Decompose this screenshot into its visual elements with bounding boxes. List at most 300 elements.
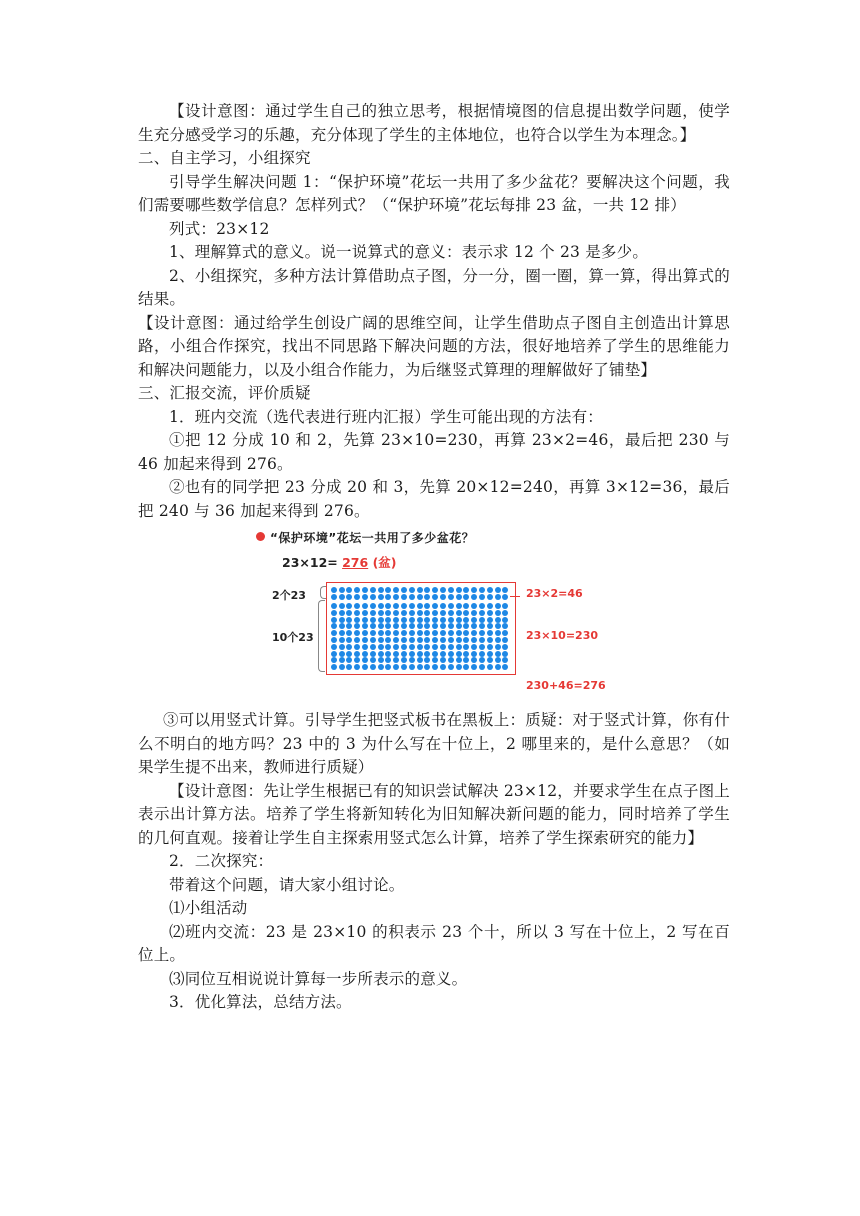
dot <box>392 637 400 644</box>
paragraph-discussion: 带着这个问题，请大家小组讨论。 <box>169 875 405 894</box>
dot <box>361 623 369 630</box>
dot <box>416 609 424 616</box>
dot <box>416 664 424 671</box>
paragraph-second-explore: 2．二次探究： <box>169 852 274 870</box>
dot-row <box>330 664 510 671</box>
dot-row <box>330 609 510 616</box>
dot <box>392 609 400 616</box>
dot <box>408 609 416 616</box>
dot <box>369 616 377 623</box>
dot <box>424 657 432 664</box>
dot <box>338 664 346 671</box>
dot <box>478 594 486 601</box>
dot <box>346 594 354 601</box>
dot <box>346 623 354 630</box>
dot <box>330 643 338 650</box>
dot <box>416 650 424 657</box>
paragraph-exchange: 1．班内交流（选代表进行班内汇报）学生可能出现的方法有： <box>169 407 603 426</box>
dot <box>478 643 486 650</box>
dot <box>400 609 408 616</box>
dot <box>502 664 510 671</box>
dot <box>463 664 471 671</box>
dot <box>431 630 439 637</box>
dot-row <box>330 623 510 630</box>
dot <box>470 603 478 610</box>
dot <box>400 587 408 594</box>
dot <box>361 664 369 671</box>
dot <box>455 587 463 594</box>
dot <box>463 616 471 623</box>
dot <box>494 630 502 637</box>
dot-row <box>330 657 510 664</box>
dot <box>400 630 408 637</box>
paragraph-peer-talk: ⑶同位互相说说计算每一步所表示的意义。 <box>169 969 468 988</box>
dot <box>392 616 400 623</box>
dot <box>447 594 455 601</box>
dot <box>463 587 471 594</box>
dot-row <box>330 643 510 650</box>
dot <box>338 587 346 594</box>
dot <box>447 650 455 657</box>
dot <box>330 623 338 630</box>
dot <box>416 657 424 664</box>
dot <box>346 637 354 644</box>
dot <box>478 630 486 637</box>
dot <box>478 587 486 594</box>
dot <box>408 603 416 610</box>
dot <box>338 603 346 610</box>
dot <box>439 623 447 630</box>
dot <box>416 616 424 623</box>
paragraph-formula: 列式：23×12 <box>169 219 270 238</box>
dot <box>494 594 502 601</box>
dot <box>424 587 432 594</box>
dot <box>455 643 463 650</box>
dot <box>369 650 377 657</box>
dot <box>416 643 424 650</box>
dot <box>439 609 447 616</box>
dot <box>424 664 432 671</box>
dot <box>377 643 385 650</box>
dot <box>353 637 361 644</box>
dot <box>478 650 486 657</box>
label-sum: 230+46=276 <box>526 679 606 692</box>
dot <box>486 623 494 630</box>
dot <box>486 650 494 657</box>
dot <box>385 630 393 637</box>
dot <box>447 603 455 610</box>
dot <box>502 650 510 657</box>
dot <box>470 657 478 664</box>
equation-text: 23×12= <box>282 555 338 570</box>
dot <box>385 657 393 664</box>
dot <box>369 623 377 630</box>
dot <box>463 603 471 610</box>
dot <box>431 609 439 616</box>
dot <box>400 657 408 664</box>
dot <box>439 664 447 671</box>
dot <box>439 643 447 650</box>
dot <box>369 609 377 616</box>
dot <box>439 650 447 657</box>
dot <box>338 643 346 650</box>
dot <box>431 587 439 594</box>
dot <box>353 650 361 657</box>
dot <box>385 637 393 644</box>
dot <box>369 643 377 650</box>
dot <box>455 637 463 644</box>
dot <box>416 630 424 637</box>
dot <box>330 630 338 637</box>
dot <box>330 594 338 601</box>
dot <box>400 594 408 601</box>
dot <box>470 637 478 644</box>
dot <box>416 587 424 594</box>
dot <box>494 650 502 657</box>
dot <box>346 609 354 616</box>
paragraph-method-1: ①把 12 分成 10 和 2，先算 23×10=230，再算 23×2=46，最后把 230 与 46 加起来得到 276。 <box>138 431 730 473</box>
dot <box>478 609 486 616</box>
dot <box>494 623 502 630</box>
label-two-23: 2个23 <box>272 589 306 602</box>
dot <box>400 643 408 650</box>
dot <box>494 616 502 623</box>
dot-row <box>330 587 510 594</box>
dot <box>392 630 400 637</box>
dot <box>400 650 408 657</box>
dot <box>478 616 486 623</box>
dot <box>424 616 432 623</box>
dot <box>424 630 432 637</box>
dot <box>470 664 478 671</box>
dot <box>431 664 439 671</box>
dot <box>463 594 471 601</box>
dot <box>424 623 432 630</box>
dot <box>470 594 478 601</box>
dot <box>330 603 338 610</box>
dot <box>377 616 385 623</box>
dot <box>400 637 408 644</box>
dot <box>377 664 385 671</box>
dot <box>486 609 494 616</box>
dot <box>408 657 416 664</box>
dot <box>361 616 369 623</box>
dot <box>353 616 361 623</box>
dot <box>400 616 408 623</box>
dot <box>353 609 361 616</box>
dot <box>377 623 385 630</box>
dot <box>424 594 432 601</box>
dot <box>447 637 455 644</box>
dot <box>486 643 494 650</box>
dot <box>431 657 439 664</box>
dot <box>377 630 385 637</box>
dot <box>400 603 408 610</box>
dot <box>353 603 361 610</box>
dot <box>447 643 455 650</box>
dot <box>408 587 416 594</box>
dot <box>408 616 416 623</box>
paragraph-step-2: 2、小组探究，多种方法计算借助点子图，分一分，圈一圈，算一算，得出算式的结果。 <box>138 266 730 308</box>
dot <box>408 623 416 630</box>
dot <box>470 616 478 623</box>
dot <box>470 630 478 637</box>
dot <box>463 650 471 657</box>
dot <box>392 650 400 657</box>
dot <box>494 609 502 616</box>
dot <box>408 637 416 644</box>
dot <box>346 587 354 594</box>
dot <box>369 664 377 671</box>
dot <box>377 609 385 616</box>
dot <box>470 650 478 657</box>
dot <box>330 664 338 671</box>
dot <box>424 643 432 650</box>
dot <box>439 637 447 644</box>
dot <box>353 630 361 637</box>
dot <box>361 587 369 594</box>
dot <box>416 623 424 630</box>
dot <box>455 616 463 623</box>
dot <box>385 650 393 657</box>
paragraph-method-3: ③可以用竖式计算。引导学生把竖式板书在黑板上：质疑：对于竖式计算，你有什么不明白的地方吗？23 中的 3 为什么写在十位上，2 哪里来的，是什么意思？（如果学生提不出来，教师进行质疑） <box>138 711 730 776</box>
dot <box>369 630 377 637</box>
dot <box>369 587 377 594</box>
dot <box>486 603 494 610</box>
dot <box>470 609 478 616</box>
paragraph-class-exchange: ⑵班内交流：23 是 23×10 的积表示 23 个十，所以 3 写在十位上，2 写在百位上。 <box>138 922 730 964</box>
dot <box>431 594 439 601</box>
dot <box>392 664 400 671</box>
dot <box>447 616 455 623</box>
dot-grid <box>330 587 510 669</box>
dot <box>502 587 510 594</box>
dot <box>338 630 346 637</box>
dot <box>353 664 361 671</box>
paragraph-step-1: 1、理解算式的意义。说一说算式的意义：表示求 12 个 23 是多少。 <box>169 243 649 261</box>
dot <box>447 609 455 616</box>
design-intent-3: 【设计意图：先让学生根据已有的知识尝试解决 23×12，并要求学生在点子图上表示出计算方法。培养了学生将新知转化为旧知解决新问题的能力，同时培养了学生的几何直观。接着让学生自主探索用竖式怎么计算，培养了学生探索研究的能力】 <box>138 781 730 847</box>
equation-unit: (盆) <box>372 555 397 570</box>
dot <box>361 657 369 664</box>
dot <box>392 643 400 650</box>
dot <box>369 637 377 644</box>
dot <box>392 603 400 610</box>
dot <box>478 623 486 630</box>
dot <box>353 643 361 650</box>
dot <box>377 657 385 664</box>
dot <box>338 657 346 664</box>
dot <box>494 657 502 664</box>
dot <box>455 630 463 637</box>
red-bullet-icon <box>256 532 265 541</box>
label-23x10: 23×10=230 <box>526 629 599 642</box>
dot <box>502 630 510 637</box>
dot <box>346 664 354 671</box>
connector-line <box>510 596 520 597</box>
dot <box>377 637 385 644</box>
dot <box>494 637 502 644</box>
dot <box>338 623 346 630</box>
dot <box>455 603 463 610</box>
dot <box>408 650 416 657</box>
dot <box>377 650 385 657</box>
dot <box>385 616 393 623</box>
dot <box>439 603 447 610</box>
dot <box>346 616 354 623</box>
dot <box>385 609 393 616</box>
dot-row <box>330 594 510 601</box>
dot <box>455 594 463 601</box>
dot <box>408 630 416 637</box>
dot <box>377 603 385 610</box>
dot <box>330 657 338 664</box>
dot <box>494 664 502 671</box>
dot <box>455 657 463 664</box>
dot <box>330 587 338 594</box>
dot-row <box>330 637 510 644</box>
dot <box>431 623 439 630</box>
dot <box>385 643 393 650</box>
dot <box>494 603 502 610</box>
dot <box>377 594 385 601</box>
dot <box>502 594 510 601</box>
paragraph-problem-1: 引导学生解决问题 1：“保护环境”花坛一共用了多少盆花？要解决这个问题，我们需要哪些数学信息？怎样列式？（“保护环境”花坛每排 23 盆，一共 12 排） <box>138 172 730 214</box>
dot <box>486 587 494 594</box>
dot <box>392 594 400 601</box>
dot <box>478 664 486 671</box>
dot <box>338 650 346 657</box>
dot <box>439 616 447 623</box>
dot <box>408 594 416 601</box>
dot <box>346 643 354 650</box>
dot <box>330 637 338 644</box>
dot <box>416 594 424 601</box>
dot <box>478 603 486 610</box>
dot <box>439 657 447 664</box>
dot <box>361 603 369 610</box>
dot <box>346 650 354 657</box>
dot <box>447 664 455 671</box>
dot <box>424 650 432 657</box>
dot <box>338 616 346 623</box>
dot-row <box>330 650 510 657</box>
dot <box>330 650 338 657</box>
dot <box>361 594 369 601</box>
section-heading-3: 三、汇报交流，评价质疑 <box>138 384 311 402</box>
dot <box>455 623 463 630</box>
equation-answer: 276 <box>342 555 369 570</box>
dot <box>385 587 393 594</box>
dot <box>424 637 432 644</box>
dot <box>447 630 455 637</box>
dot <box>455 650 463 657</box>
dot <box>346 657 354 664</box>
dot <box>439 587 447 594</box>
dot <box>502 616 510 623</box>
dot <box>486 594 494 601</box>
label-ten-23: 10个23 <box>272 631 314 644</box>
dot <box>416 637 424 644</box>
figure-title: “保护环境”花坛一共用了多少盆花？ <box>270 531 475 545</box>
dot <box>447 657 455 664</box>
dot <box>361 643 369 650</box>
dot <box>338 609 346 616</box>
dot <box>439 594 447 601</box>
dot <box>502 603 510 610</box>
dot <box>369 594 377 601</box>
dot <box>369 657 377 664</box>
dot <box>330 609 338 616</box>
dot <box>486 616 494 623</box>
dot <box>416 603 424 610</box>
dot <box>408 643 416 650</box>
dot <box>392 623 400 630</box>
dot <box>353 657 361 664</box>
dot <box>494 587 502 594</box>
dot <box>400 664 408 671</box>
dot <box>392 587 400 594</box>
brace-bottom <box>318 600 325 672</box>
dot <box>502 623 510 630</box>
dot <box>431 643 439 650</box>
dot <box>478 657 486 664</box>
dot-row <box>330 603 510 610</box>
dot <box>502 643 510 650</box>
dot <box>447 587 455 594</box>
dot <box>470 587 478 594</box>
dot <box>486 637 494 644</box>
dot <box>439 630 447 637</box>
dot <box>494 643 502 650</box>
dot <box>470 623 478 630</box>
dot <box>486 664 494 671</box>
section-heading-2: 二、自主学习，小组探究 <box>138 149 311 167</box>
dot <box>463 637 471 644</box>
dot <box>470 643 478 650</box>
dot <box>424 603 432 610</box>
dot <box>431 616 439 623</box>
dot <box>385 623 393 630</box>
dot <box>385 594 393 601</box>
dot <box>463 657 471 664</box>
dot <box>502 637 510 644</box>
dot <box>377 587 385 594</box>
paragraph-method-2: ②也有的同学把 23 分成 20 和 3，先算 20×12=240，再算 3×12=36，最后把 240 与 36 加起来得到 276。 <box>138 478 730 520</box>
paragraph-optimize: 3．优化算法，总结方法。 <box>169 993 352 1011</box>
dot <box>338 594 346 601</box>
dot <box>502 609 510 616</box>
dot <box>353 587 361 594</box>
dot <box>455 609 463 616</box>
dot <box>486 630 494 637</box>
dot <box>346 630 354 637</box>
dot-row <box>330 630 510 637</box>
dot <box>424 609 432 616</box>
dot <box>478 637 486 644</box>
dot <box>392 657 400 664</box>
dot <box>385 664 393 671</box>
dot <box>369 603 377 610</box>
dot <box>361 609 369 616</box>
dot <box>486 657 494 664</box>
dot <box>385 603 393 610</box>
label-23x2: 23×2=46 <box>526 587 583 600</box>
dot <box>338 637 346 644</box>
dot <box>463 623 471 630</box>
dot <box>455 664 463 671</box>
document-page <box>138 100 730 1015</box>
